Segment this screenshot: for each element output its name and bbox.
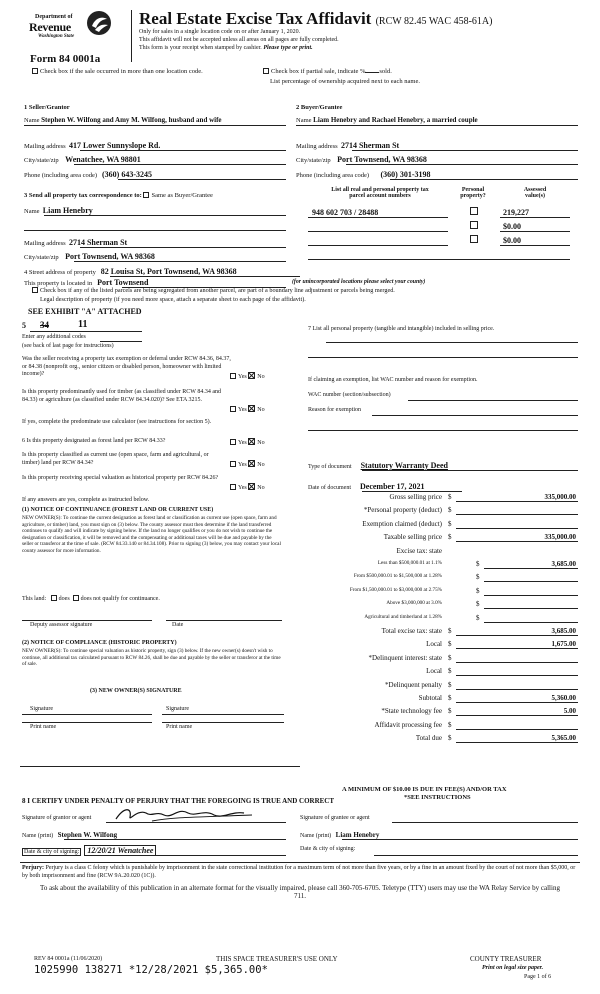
treasurer-receipt: 1025990 138271 *12/28/2021 $5,365.00* (34, 964, 268, 976)
tax-row-label: Taxable selling price (383, 533, 442, 542)
header-note-3: This form is your receipt when stamped by cashier. Please type or print. (139, 45, 313, 51)
correspondence-name-row: Name Liam Henebry (24, 206, 93, 215)
location-code: 11 (78, 319, 88, 330)
grantee-signature-label: Signature of grantee or agent (300, 815, 370, 821)
tax-row-value: 335,000.00 (544, 532, 576, 541)
dollar-sign: $ (448, 640, 452, 649)
exemption-yes-no[interactable]: Yes No (230, 372, 265, 380)
tax-row-label: Subtotal (418, 694, 442, 702)
minimum-due-note: A MINIMUM OF $10.00 IS DUE IN FEE(S) AND/OR TAX (342, 786, 507, 793)
treasurer-use-label: THIS SPACE TREASURER'S USE ONLY (216, 955, 338, 963)
legal-description-note: Legal description of property (if you need more space, attach a separate sheet to each page of the affidavit). (40, 296, 306, 303)
tax-row-label: Less than $500,000.01 at 1.1% (377, 560, 442, 566)
dollar-sign: $ (448, 707, 452, 716)
tax-row-label: *Delinquent penalty (385, 680, 442, 689)
notice-compliance-body: NEW OWNER(S): To continue special valuation as historic property, sign (3) below. If the new owner(s) doesn't wish to continue, all additional tax calculated pursuant to RCW 84.26, shall be due and payable by the seller or transferor at the time of sale. (22, 648, 281, 668)
personal-property-checkbox[interactable] (470, 235, 478, 243)
assessed-value: $0.00 (503, 236, 521, 245)
timber-question: Is this property predominantly used for timber (as classified under RCW 84.34 and 84.33) or agriculture (as classified under RCW 84.34.020)? See ETA 3215. (22, 389, 222, 403)
county-treasurer-label: COUNTY TREASURER (470, 955, 542, 963)
tax-row-label: Agricultural and timberland at 1.28% (364, 613, 442, 620)
checkbox[interactable] (32, 287, 38, 293)
tax-row-label: *State technology fee (381, 707, 442, 716)
dollar-sign: $ (448, 506, 452, 515)
tax-row-value: 1,675.00 (551, 639, 576, 648)
tax-row-label: From $500,000.01 to $1,500,000 at 1.28% (353, 573, 442, 580)
seller-name-row: Name Stephen W. Wilfong and Amy M. Wilfong, husband and wife (24, 116, 222, 124)
correspondence-city-row: City/state/zip Port Townsend, WA 98368 (24, 252, 155, 261)
notice-compliance-title: (2) NOTICE OF COMPLIANCE (HISTORIC PROPERTY) (22, 640, 177, 646)
seller-section-label: 1 Seller/Grantor (24, 104, 70, 111)
buyer-name-row: Name Liam Henebry and Rachael Henebry, a married couple (296, 116, 478, 124)
tax-row-label: *Personal property (deduct) (363, 506, 442, 515)
header-note-1: Only for sales in a single location code on or after January 1, 2020. (139, 29, 301, 35)
buyer-phone-row: Phone (including area code) (360) 301-3198 (296, 170, 431, 179)
dollar-sign: $ (448, 493, 452, 501)
form-number: Form 84 0001a (30, 53, 101, 65)
notice-continuance-title: (1) NOTICE OF CONTINUANCE (FOREST LAND OR CURRENT USE) (22, 507, 214, 513)
located-in-row: This property is located in Port Townsend (24, 278, 149, 287)
grantor-date-row: Date & city of signing: 12/20/21 Wenatchee (22, 846, 156, 855)
signature-label-2: Signature (166, 706, 189, 712)
tax-row-label: Exemption claimed (deduct) (362, 519, 442, 528)
signature-label-1: Signature (30, 706, 53, 712)
revision-number: REV 84 0001a (11/06/2020) (34, 956, 103, 962)
struck-code: 34 (40, 320, 49, 330)
segregated-check[interactable]: Check box if any of the listed parcels are being segregated from another parcel, are part of a boundary line adjustment or parcels being merged. (32, 287, 395, 294)
dollar-sign: $ (448, 694, 452, 702)
predominate-use-note: If yes, complete the predominate use calculator (see instructions for section 5). (22, 419, 212, 425)
notice-continuance-body: NEW OWNER(S): To continue the current designation as forest land or classification as current use (open space, farm and agriculture, or timber) land, you must sign on (3) below. The county assessor must then determine if the land transferred continues to qualify and will indicate by signing below. If the land no longer qualifies or you do not wish to continue the designation or classification, it will be removed and the compensating or additional taxes will be due and payable by the seller or transferor at the time of sale. (RCW 84.33.140 or 84.34.108). Prior to signing (3) below, you may contact your local county assessor for more information. (22, 515, 281, 554)
same-as-buyer-checkbox[interactable] (143, 192, 149, 198)
grantor-name-row: Name (print) Stephen W. Wilfong (22, 831, 118, 839)
personal-property-checkbox[interactable] (470, 207, 478, 215)
street-address-row: 4 Street address of property 82 Louisa St, Port Townsend, WA 98368 (24, 267, 237, 276)
tax-row-value: 5.00 (563, 706, 576, 715)
parcel-header: List all real and personal property tax parcel account numbers (331, 187, 429, 199)
seller-mailing-row: Mailing address 417 Lower Sunnyslope Rd. (24, 141, 161, 150)
dollar-sign: $ (476, 600, 480, 609)
header-note-2: This affidavit will not be accepted unless all areas on all pages are fully completed. (139, 37, 339, 43)
unincorporated-note: (for unincorporated locations please select your county) (292, 279, 426, 285)
historic-yes-no[interactable]: Yes No (230, 483, 265, 491)
dept-line2: Revenue (29, 20, 71, 34)
tax-row-label: Affidavit processing fee (374, 720, 442, 729)
grantee-name-row: Name (print) Liam Henebry (300, 831, 380, 839)
dollar-sign: $ (448, 519, 452, 528)
forest-yes-no[interactable]: Yes No (230, 438, 265, 446)
current-use-yes-no[interactable]: Yes No (230, 460, 265, 468)
assessed-header: Assessed value(s) (523, 187, 547, 199)
certify-statement: 8 I CERTIFY UNDER PENALTY OF PERJURY THAT THE FOREGOING IS TRUE AND CORRECT (22, 797, 335, 805)
assessor-signature-label: Deputy assessor signature (30, 622, 93, 628)
tax-row-label: Local (426, 640, 442, 649)
dollar-sign: $ (448, 734, 452, 743)
tax-row-value: 3,685.00 (551, 559, 576, 568)
percentage-note: List percentage of ownership acquired next to each name. (270, 78, 420, 85)
personal-header: Personal property? (460, 187, 486, 199)
wac-number-label: WAC number (section/subsection) (308, 392, 391, 398)
document-type-row: Type of document Statutory Warranty Deed (308, 461, 448, 470)
dor-emblem-icon (86, 10, 112, 36)
reason-exemption-label: Reason for exemption (308, 407, 361, 413)
parcel-number: 948 602 703 / 28488 (312, 208, 379, 217)
dollar-sign: $ (476, 573, 480, 582)
tax-row-label: Gross selling price (389, 493, 442, 501)
checkbox[interactable] (263, 68, 269, 74)
partial-sale-check[interactable]: Check box if partial sale, indicate % sold. (263, 68, 392, 75)
dollar-sign: $ (448, 533, 452, 542)
seller-phone-row: Phone (including area code) (360) 643-3245 (24, 170, 152, 179)
personal-property-list-label: 7 List all personal property (tangible and intangible) included in selling price. (308, 326, 495, 332)
document-date-row: Date of document December 17, 2021 (308, 482, 425, 491)
buyer-mailing-row: Mailing address 2714 Sherman St (296, 141, 400, 150)
tax-row-value: 5,360.00 (551, 693, 576, 702)
dept-line3: Washington State (38, 34, 75, 39)
tax-row-label: Total due (415, 734, 442, 743)
exemption-list-label: If claiming an exemption, list WAC number and reason for exemption. (308, 377, 478, 383)
section5-number: 5 (22, 321, 26, 330)
buyer-section-label: 2 Buyer/Grantee (296, 104, 343, 111)
historic-question: Is this property receiving special valuation as historical property per RCW 84.26? (22, 475, 219, 481)
legal-paper-note: Print on legal size paper. (482, 965, 544, 971)
tax-row-value: 5,365.00 (551, 733, 576, 742)
tax-correspondence-label: 3 Send all property tax correspondence to: Same as Buyer/Grantee (24, 192, 213, 199)
assessor-date-label: Date (172, 622, 184, 628)
dollar-sign: $ (476, 560, 480, 568)
grantee-date-row: Date & city of signing: (300, 846, 356, 852)
current-use-question: Is this property classified as current use (open space, farm and agricultural, or timber) land per RCW 84.34? (22, 452, 209, 466)
tax-row-label: Above $3,000,000 at 3.0% (386, 600, 442, 607)
tax-row-label: From $1,500,000.01 to $3,000,000 at 2.75% (349, 586, 442, 593)
alternate-format-note: To ask about the availability of this publication in an alternate format for the visually impaired, please call 360-705-6705. Teletype (TTY) users may use the WA Relay Service by calling 711. (40, 884, 560, 900)
tax-row-label: Excise tax: state (396, 546, 442, 555)
personal-property-checkbox[interactable] (470, 221, 478, 229)
page-number: Page 1 of 6 (524, 974, 552, 980)
buyer-city-row: City/state/zip Port Townsend, WA 98368 (296, 155, 427, 164)
complete-note: If any answers are yes, complete as instructed below. (22, 497, 150, 503)
form-title: Real Estate Excise Tax Affidavit (RCW 82.45 WAC 458-61A) (139, 9, 493, 28)
dollar-sign: $ (476, 613, 480, 622)
tax-row-value: 335,000.00 (544, 492, 576, 501)
tax-row-label: Local (426, 667, 442, 676)
dollar-sign: $ (448, 720, 452, 729)
dollar-sign: $ (448, 653, 452, 662)
tax-row-value: 3,685.00 (551, 626, 576, 635)
tax-row-label: Total excise tax: state (381, 627, 442, 635)
see-instructions-note: *SEE INSTRUCTIONS (404, 794, 471, 801)
print-name-label-2: Print name (166, 724, 193, 730)
grantor-signature-label: Signature of grantor or agent (22, 815, 92, 821)
timber-yes-no[interactable]: Yes No (230, 405, 265, 413)
perjury-notice: Perjury: Perjury is a class C felony which is punishable by imprisonment in the state correctional institution for a maximum term of not more than five years, or by a fine in an amount fixed by the court of not more than $5,000, or by both imprisonment and fine (RCW 9A.20.020 (1C)). (22, 865, 576, 879)
exemption-question: Was the seller receiving a property tax exemption or deferral under RCW 84.36, 84.37, or 84.38 (nonprofit org., senior citizen or disabled person, homeowner with limited income)? (22, 356, 231, 377)
see-back-label: (see back of last page for instructions) (22, 343, 114, 349)
multi-location-check[interactable]: Check box if the sale occurred in more than one location code. (32, 68, 203, 75)
correspondence-mailing-row: Mailing address 2714 Sherman St (24, 238, 128, 247)
land-qualify-row[interactable]: This land: does does not qualify for continuance. (22, 596, 160, 602)
checkbox[interactable] (32, 68, 38, 74)
dollar-sign: $ (448, 667, 452, 676)
dollar-sign: $ (448, 680, 452, 689)
tax-row-label: *Delinquent interest: state (368, 653, 442, 662)
dollar-sign: $ (448, 627, 452, 635)
print-name-label-1: Print name (30, 724, 57, 730)
assessed-value: 219,227 (503, 208, 529, 217)
exhibit-attached: SEE EXHIBIT "A" ATTACHED (28, 307, 142, 316)
assessed-value: $0.00 (503, 222, 521, 231)
dollar-sign: $ (476, 586, 480, 595)
seller-city-row: City/state/zip Wenatchee, WA 98801 (24, 155, 141, 164)
forest-question: 6 Is this property designated as forest land per RCW 84.33? (22, 438, 166, 444)
new-owner-signature-title: (3) NEW OWNER(S) SIGNATURE (90, 688, 182, 694)
dept-line1: Department of (35, 14, 73, 20)
additional-codes-label: Enter any additional codes (22, 334, 86, 340)
